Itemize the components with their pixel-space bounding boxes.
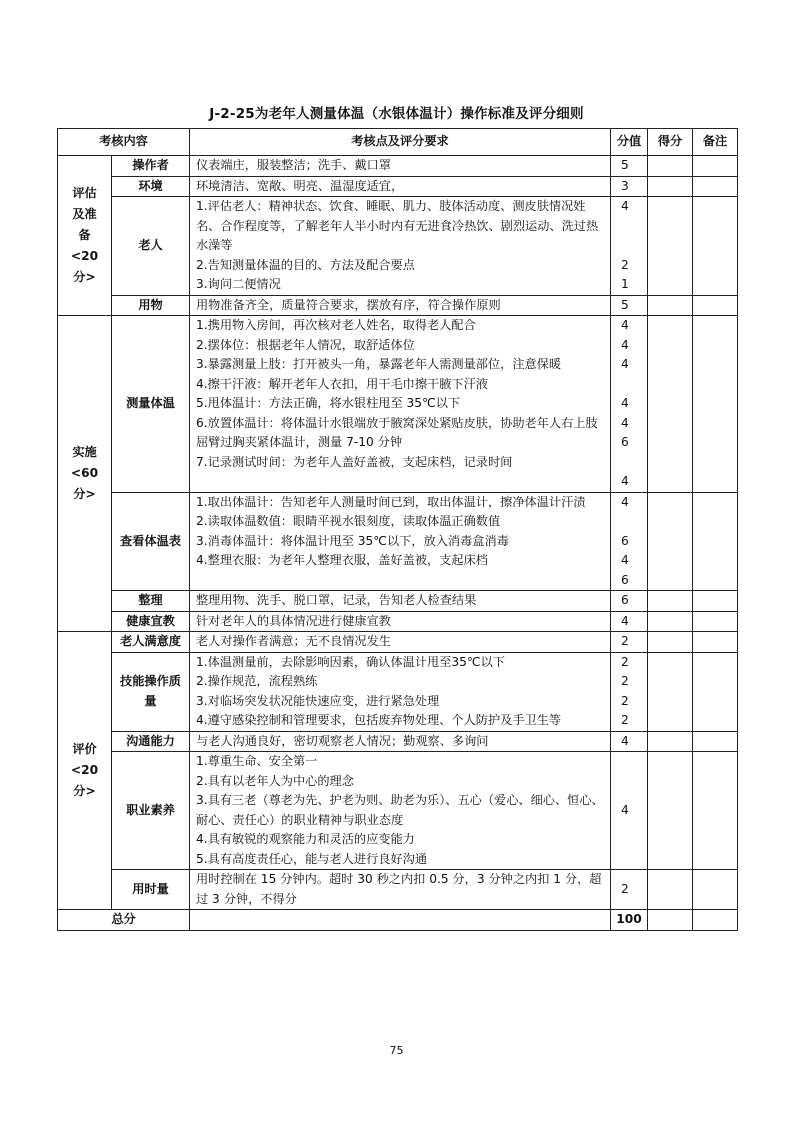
header-remark: 备注 (693, 129, 738, 156)
score-check (611, 492, 648, 591)
item-skill: 技能操作质量 (112, 652, 190, 731)
score-line: 4 (621, 357, 629, 371)
got-cell[interactable] (648, 611, 693, 632)
score-supplies (611, 295, 648, 316)
got-cell[interactable] (648, 492, 693, 591)
req-line: 3.询问二便情况 (196, 277, 281, 291)
req-line: 4.遵守感染控制和管理要求，包括废弃物处理、个人防护及手卫生等 (196, 713, 562, 727)
item-check: 查看体温表 (112, 492, 190, 591)
header-requirements: 考核点及评分要求 (190, 129, 611, 156)
remark-cell[interactable] (693, 632, 738, 653)
req-line: 2.操作规范，流程熟练 (196, 674, 318, 688)
score-line: 6 (621, 533, 629, 548)
total-row (58, 910, 738, 931)
section-implement-label: 实施 <60 分> (70, 445, 99, 501)
score-line: 4 (621, 415, 629, 430)
req-line: 6.放置体温计：将体温计水银端放于腋窝深处紧贴皮肤，协助老年人右上肢屈臂过胸夹紧体温计，测量 7-10 分钟 (196, 415, 598, 449)
req-professional (190, 752, 611, 870)
remark-cell[interactable] (693, 910, 738, 931)
req-line: 与老人沟通良好，密切观察老人情况；勤观察、多询问 (196, 733, 489, 748)
table-row (58, 316, 738, 493)
item-satisfaction: 老人满意度 (112, 632, 190, 653)
req-line: 针对老年人的具体情况进行健康宣教 (196, 613, 391, 628)
item-environment: 环境 (112, 176, 190, 197)
scoring-table (57, 128, 738, 931)
req-line: 2.摆体位：根据老年人情况，取舒适体位 (196, 337, 415, 352)
item-elder: 老人 (112, 197, 190, 296)
got-cell[interactable] (648, 752, 693, 870)
table-row (58, 870, 738, 910)
remark-cell[interactable] (693, 156, 738, 177)
section-evaluate (58, 632, 112, 910)
score-line: 4 (621, 396, 629, 410)
score-line: 2 (621, 257, 629, 272)
score-professional (611, 752, 648, 870)
header-score: 分值 (611, 129, 648, 156)
score-line: 2 (621, 634, 629, 648)
table-row (58, 752, 738, 870)
score-line: 4 (621, 199, 629, 213)
req-line: 用物准备齐全，质量符合要求，摆放有序，符合操作原则 (196, 297, 501, 312)
header-got: 得分 (648, 129, 693, 156)
score-environment (611, 176, 648, 197)
score-measure (611, 316, 648, 493)
table-row (58, 611, 738, 632)
score-elder (611, 197, 648, 296)
table-row (58, 492, 738, 591)
section-assess-label: 评估 及准 备 <20 分> (70, 186, 99, 284)
got-cell[interactable] (648, 910, 693, 931)
score-satisfaction (611, 632, 648, 653)
req-line: 2.具有以老年人为中心的理念 (196, 773, 354, 788)
req-communication (190, 731, 611, 752)
req-education (190, 611, 611, 632)
req-line: 1.取出体温计：告知老年人测量时间已到，取出体温计，擦净体温计汗渍 (196, 494, 586, 509)
req-line: 5.甩体温计：方法正确，将水银柱甩至 35℃以下 (196, 396, 461, 410)
score-line: 2 (621, 713, 629, 727)
req-line: 1.尊重生命、安全第一 (196, 754, 318, 768)
remark-cell[interactable] (693, 652, 738, 731)
got-cell[interactable] (648, 295, 693, 316)
item-measure: 测量体温 (112, 316, 190, 493)
table-row (58, 176, 738, 197)
score-line: 2 (621, 674, 629, 688)
req-line: 1.评估老人：精神状态、饮食、睡眠、肌力、肢体活动度、测皮肤情况姓名、合作程度等，了解老年人半小时内有无进食冷热饮、剧烈运动、洗过热水澡等 (196, 199, 599, 252)
item-time: 用时量 (112, 870, 190, 910)
req-line: 7.记录测试时间：为老年人盖好盖被，支起床档，记录时间 (196, 454, 513, 469)
total-label: 总分 (58, 910, 190, 931)
got-cell[interactable] (648, 176, 693, 197)
table-row (58, 197, 738, 296)
got-cell[interactable] (648, 316, 693, 493)
score-line: 4 (621, 318, 629, 332)
score-line: 2 (621, 881, 629, 896)
section-evaluate-label: 评价 <20 分> (70, 742, 99, 798)
score-line: 6 (621, 572, 629, 587)
score-line: 4 (621, 474, 629, 488)
score-tidy (611, 591, 648, 612)
req-line: 3.暴露测量上肢：打开被头一角，暴露老年人需测量部位，注意保暖 (196, 357, 562, 371)
item-education: 健康宣教 (112, 611, 190, 632)
item-professional: 职业素养 (112, 752, 190, 870)
score-line: 4 (621, 733, 629, 748)
remark-cell[interactable] (693, 752, 738, 870)
score-line: 4 (621, 337, 629, 352)
remark-cell[interactable] (693, 492, 738, 591)
req-operator (190, 156, 611, 177)
score-line: 4 (621, 553, 629, 567)
req-elder (190, 197, 611, 296)
remark-cell[interactable] (693, 591, 738, 612)
req-line: 仪表端庄，服装整洁；洗手、戴口罩 (196, 158, 391, 172)
got-cell[interactable] (648, 156, 693, 177)
score-line: 1 (621, 277, 629, 291)
got-cell[interactable] (648, 632, 693, 653)
item-supplies: 用物 (112, 295, 190, 316)
section-assess (58, 156, 112, 316)
req-line: 环境清洁、宽敞、明亮、温湿度适宜， (196, 178, 404, 193)
got-cell[interactable] (648, 591, 693, 612)
table-row (58, 652, 738, 731)
score-operator (611, 156, 648, 177)
req-supplies (190, 295, 611, 316)
req-line: 1.携用物入房间，再次核对老人姓名，取得老人配合 (196, 318, 476, 332)
got-cell[interactable] (648, 197, 693, 296)
req-line: 3.消毒体温计：将体温计甩至 35℃以下，放入消毒盒消毒 (196, 533, 509, 548)
req-line: 2.告知测量体温的目的、方法及配合要点 (196, 257, 415, 272)
req-line: 3.具有三老（尊老为先、护老为则、助老为乐）、五心（爱心、细心、恒心、耐心、责任心）的职业精神与职业态度 (196, 793, 604, 827)
got-cell[interactable] (648, 731, 693, 752)
got-cell[interactable] (648, 870, 693, 910)
req-measure (190, 316, 611, 493)
score-line: 6 (621, 435, 629, 449)
header-content: 考核内容 (58, 129, 190, 156)
table-row (58, 156, 738, 177)
req-line: 整理用物、洗手、脱口罩，记录，告知老人检查结果 (196, 593, 477, 607)
req-time (190, 870, 611, 910)
score-line: 2 (621, 693, 629, 708)
item-tidy: 整理 (112, 591, 190, 612)
score-line: 5 (621, 158, 629, 172)
req-line: 5.具有高度责任心，能与老人进行良好沟通 (196, 851, 428, 866)
remark-cell[interactable] (693, 295, 738, 316)
page-number: 75 (389, 1044, 404, 1057)
remark-cell[interactable] (693, 611, 738, 632)
total-value: 100 (611, 910, 648, 931)
req-line: 4.具有敏锐的观察能力和灵活的应变能力 (196, 832, 415, 846)
req-check (190, 492, 611, 591)
req-tidy (190, 591, 611, 612)
header-row (58, 129, 738, 156)
score-line: 3 (621, 178, 629, 193)
remark-cell[interactable] (693, 731, 738, 752)
total-blank (190, 910, 611, 931)
score-line: 6 (621, 593, 629, 607)
req-line: 老人对操作者满意；无不良情况发生 (196, 634, 391, 648)
got-cell[interactable] (648, 652, 693, 731)
req-line: 3.对临场突发状况能快速应变，进行紧急处理 (196, 693, 440, 708)
score-education (611, 611, 648, 632)
req-satisfaction (190, 632, 611, 653)
score-communication (611, 731, 648, 752)
item-operator: 操作者 (112, 156, 190, 177)
remark-cell[interactable] (693, 176, 738, 197)
item-communication: 沟通能力 (112, 731, 190, 752)
score-line: 4 (621, 613, 629, 628)
req-line: 用时控制在 15 分钟内。超时 30 秒之内扣 0.5 分，3 分钟之内扣 1 分，超过 3 分钟，不得分 (196, 872, 602, 906)
score-line: 5 (621, 297, 629, 312)
req-environment (190, 176, 611, 197)
remark-cell[interactable] (693, 870, 738, 910)
score-skill (611, 652, 648, 731)
section-implement (58, 316, 112, 632)
req-line: 4.整理衣服：为老年人整理衣服，盖好盖被，支起床档 (196, 553, 488, 567)
remark-cell[interactable] (693, 197, 738, 296)
table-row (58, 295, 738, 316)
score-line: 4 (621, 494, 629, 509)
req-skill (190, 652, 611, 731)
req-line: 4.擦干汗液：解开老年人衣扣，用干毛巾擦干腋下汗液 (196, 376, 488, 391)
table-row (58, 591, 738, 612)
table-row (58, 731, 738, 752)
score-line: 4 (621, 802, 629, 817)
table-row (58, 632, 738, 653)
page-title: J-2-25为老年人测量体温（水银体温计）操作标准及评分细则 (209, 106, 584, 122)
remark-cell[interactable] (693, 316, 738, 493)
req-line: 2.读取体温数值：眼睛平视水银刻度，读取体温正确数值 (196, 514, 501, 528)
score-line: 2 (621, 654, 629, 669)
req-line: 1.体温测量前，去除影响因素，确认体温计甩至35℃以下 (196, 654, 505, 669)
score-time (611, 870, 648, 910)
